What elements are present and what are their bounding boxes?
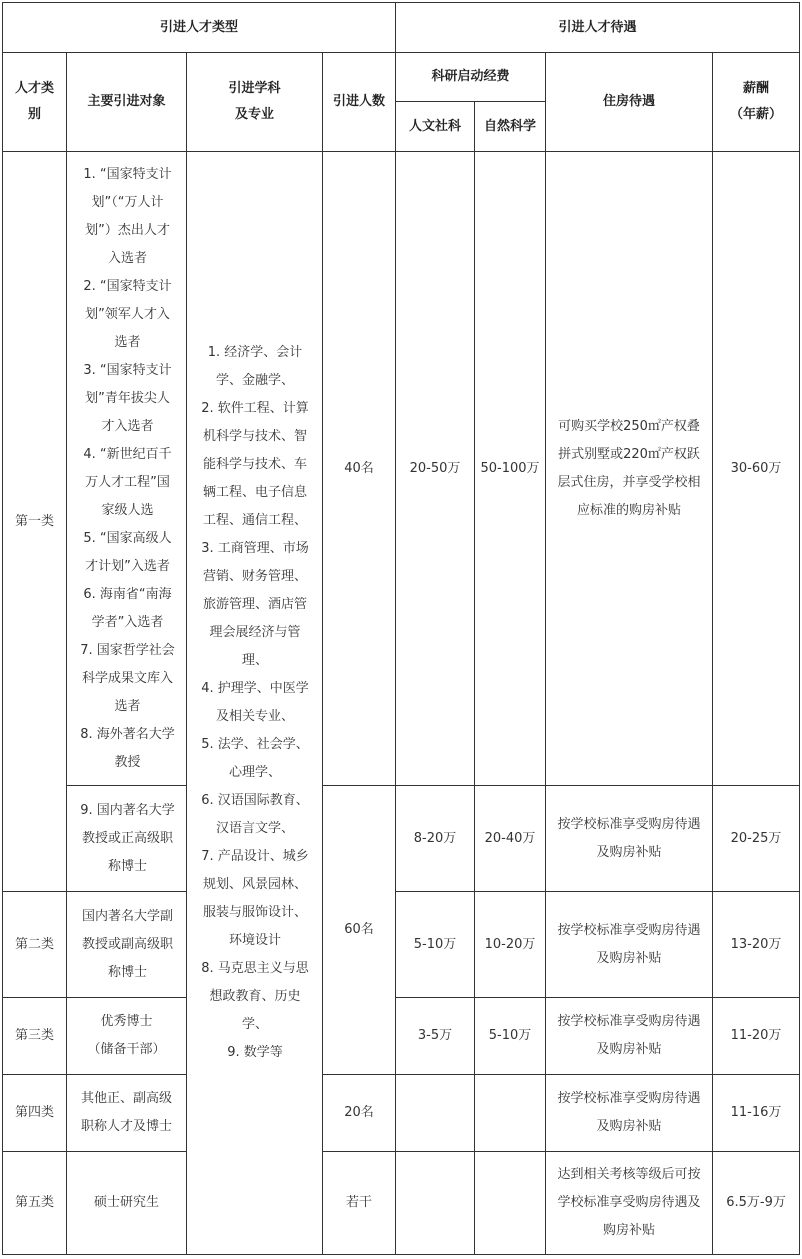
- group-header-talent-benefits: 引进人才待遇: [396, 3, 800, 53]
- talent-recruitment-table: [2, 2, 800, 1255]
- salary-cell: 20-25万: [713, 786, 800, 892]
- housing-cell: 按学校标准享受购房待遇 及购房补贴: [546, 786, 713, 892]
- salary-cell: 6.5万-9万: [713, 1152, 800, 1255]
- col-header-subjects-line2: 及专业: [234, 107, 274, 122]
- targets-cell: 1. “国家特支计 划”（“万人计 划”）杰出人才 入选者 2. “国家特支计 划”领军人才入 选者 3. “国家特支计 划”青年拔尖人 才入选者 4. “新世纪百千 万人才工程”国 家级人选 5. “国家高级人 才计划”入选者 6. 海南省“南海 学者”入选者 7. 国家哲学社会 科学成果文库入 选者 8. 海外著名大学 教授: [67, 152, 187, 786]
- table-row: [3, 892, 800, 998]
- humanities-funds-cell: [396, 1075, 475, 1152]
- table-row: [3, 786, 800, 892]
- targets-cell: 其他正、副高级 职称人才及博士: [67, 1075, 187, 1152]
- natural-funds-cell: 20-40万: [475, 786, 546, 892]
- col-header-subjects-line1: 引进学科: [228, 81, 281, 96]
- housing-cell: 按学校标准享受购房待遇 及购房补贴: [546, 892, 713, 998]
- humanities-funds-cell: 5-10万: [396, 892, 475, 998]
- targets-cell: 国内著名大学副 教授或副高级职 称博士: [67, 892, 187, 998]
- salary-cell: 13-20万: [713, 892, 800, 998]
- salary-cell: 30-60万: [713, 152, 800, 786]
- category-cell: 第三类: [3, 998, 67, 1075]
- housing-cell: 按学校标准享受购房待遇 及购房补贴: [546, 1075, 713, 1152]
- headcount-cell: 20名: [323, 1075, 396, 1152]
- col-header-salary-line2: （年薪）: [730, 107, 783, 122]
- table-row: [3, 998, 800, 1075]
- natural-funds-cell: [475, 1152, 546, 1255]
- natural-funds-cell: 5-10万: [475, 998, 546, 1075]
- col-header-headcount: 引进人数: [323, 53, 396, 152]
- humanities-funds-cell: 20-50万: [396, 152, 475, 786]
- col-header-salary-line1: 薪酬: [743, 81, 770, 96]
- targets-cell: 硕士研究生: [67, 1152, 187, 1255]
- table-row: [3, 1152, 800, 1255]
- natural-funds-cell: [475, 1075, 546, 1152]
- natural-funds-cell: 50-100万: [475, 152, 546, 786]
- col-header-category-line1: 人才类: [14, 81, 54, 96]
- humanities-funds-cell: 8-20万: [396, 786, 475, 892]
- housing-cell: 按学校标准享受购房待遇 及购房补贴: [546, 998, 713, 1075]
- salary-cell: 11-16万: [713, 1075, 800, 1152]
- col-header-natural-sciences: 自然科学: [475, 102, 546, 152]
- group-header-talent-type: 引进人才类型: [3, 3, 396, 53]
- table-row: [3, 152, 800, 786]
- col-header-salary: [713, 53, 800, 152]
- headcount-cell: 若干: [323, 1152, 396, 1255]
- humanities-funds-cell: [396, 1152, 475, 1255]
- col-header-subjects: [187, 53, 323, 152]
- col-header-category-line2: 别: [27, 107, 41, 122]
- natural-funds-cell: 10-20万: [475, 892, 546, 998]
- category-cell: 第二类: [3, 892, 67, 998]
- category-cell: 第四类: [3, 1075, 67, 1152]
- subjects-cell: 1. 经济学、会计 学、金融学、 2. 软件工程、计算 机科学与技术、智 能科学与技术、车 辆工程、电子信息 工程、通信工程、 3. 工商管理、市场 营销、财务管理、 旅游管理、酒店管 理会展经济与管 理、 4. 护理学、中医学 及相关专业、 5. 法学、社会学、 心理学、 6. 汉语国际教育、 汉语言文学、 7. 产品设计、城乡 规划、风景园林、 服装与服饰设计、 环境设计 8. 马克思主义与思 想政教育、历史 学、 9. 数学等: [187, 152, 323, 1255]
- col-header-category: [3, 53, 67, 152]
- table-row: [3, 1075, 800, 1152]
- humanities-funds-cell: 3-5万: [396, 998, 475, 1075]
- housing-cell: 达到相关考核等级后可按 学校标准享受购房待遇及 购房补贴: [546, 1152, 713, 1255]
- category-cell: 第一类: [3, 152, 67, 892]
- targets-cell: 9. 国内著名大学 教授或正高级职 称博士: [67, 786, 187, 892]
- col-header-main-targets: 主要引进对象: [67, 53, 187, 152]
- targets-cell: 优秀博士 （储备干部）: [67, 998, 187, 1075]
- category-cell: 第五类: [3, 1152, 67, 1255]
- housing-cell: 可购买学校250㎡产权叠 拼式别墅或220㎡产权跃 层式住房，并享受学校相 应标准的购房补贴: [546, 152, 713, 786]
- salary-cell: 11-20万: [713, 998, 800, 1075]
- col-header-research-funds: 科研启动经费: [396, 53, 546, 102]
- col-header-humanities: 人文社科: [396, 102, 475, 152]
- headcount-cell: 60名: [323, 786, 396, 1075]
- col-header-housing: 住房待遇: [546, 53, 713, 152]
- headcount-cell: 40名: [323, 152, 396, 786]
